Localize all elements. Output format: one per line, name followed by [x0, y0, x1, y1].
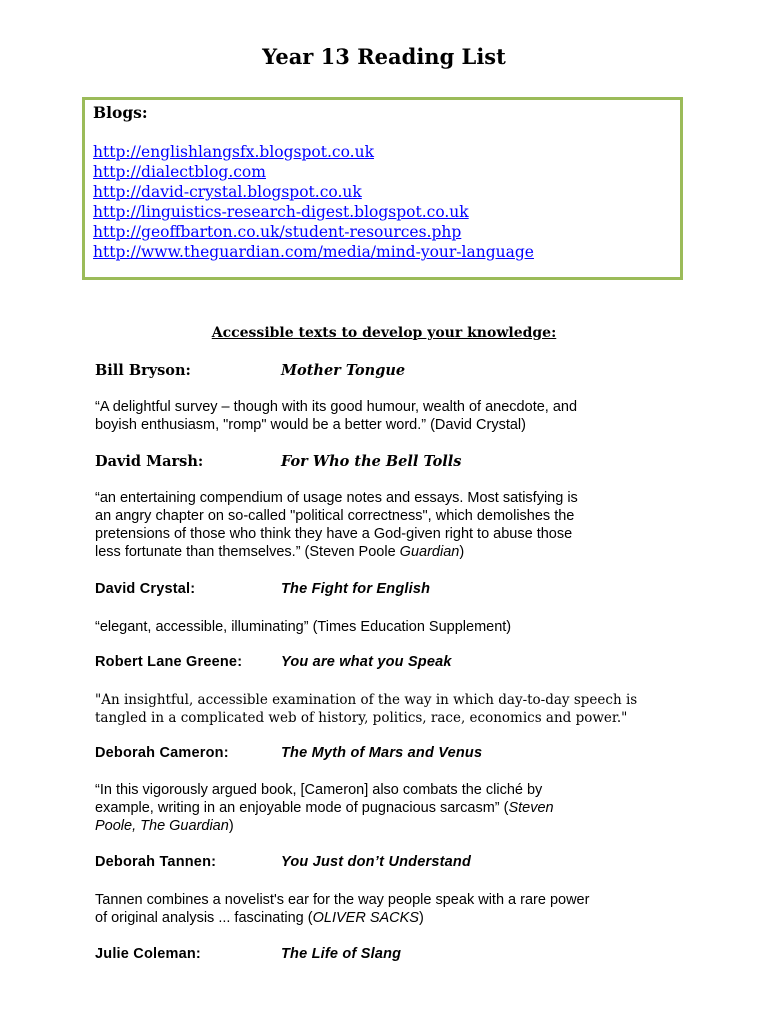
blog-links-list [93, 142, 534, 262]
blog-link-geoffbarton[interactable]: http://geoffbarton.co.uk/student-resources.php [93, 223, 462, 241]
quote-text: ) [228, 818, 234, 834]
entry-book-title: The Fight for English [281, 581, 431, 597]
quote-source-italic: Guardian [399, 544, 460, 560]
list-item [93, 162, 534, 182]
list-item [93, 222, 534, 242]
quote-line: "An insightful, accessible examination of the way in which day-to-day speech is [95, 692, 638, 708]
entry-author: Deborah Cameron: [95, 745, 229, 761]
entry-quote [95, 891, 680, 927]
blog-link-guardian-mind-your-language[interactable]: http://www.theguardian.com/media/mind-your-language [93, 243, 534, 261]
quote-text: ) [418, 910, 424, 926]
entry-quote [95, 398, 680, 434]
entry-author: David Marsh: [95, 453, 204, 470]
quote-line: tangled in a complicated web of history, politics, race, economics and power." [95, 710, 628, 726]
blog-link-david-crystal[interactable]: http://david-crystal.blogspot.co.uk [93, 183, 362, 201]
quote-line [95, 909, 680, 927]
entry-book-title: The Myth of Mars and Venus [281, 745, 483, 761]
entry-book-title: You are what you Speak [281, 654, 452, 670]
quote-line [95, 543, 680, 561]
quote-line: “an entertaining compendium of usage notes and essays. Most satisfying is [95, 490, 578, 506]
entry-author: Robert Lane Greene: [95, 654, 243, 670]
quote-source-italic: Poole, The Guardian [95, 818, 229, 834]
blogs-heading: Blogs: [93, 103, 148, 122]
entry-quote [95, 489, 680, 561]
list-item [93, 142, 534, 162]
quote-text: example, writing in an enjoyable mode of pugnacious sarcasm” ( [95, 800, 509, 816]
quote-line: pretensions of those who think they have a God-given right to abuse those [95, 526, 573, 542]
entry-author: Julie Coleman: [95, 946, 201, 962]
entry-quote [95, 691, 655, 727]
blog-link-englishlangsfx[interactable]: http://englishlangsfx.blogspot.co.uk [93, 143, 374, 161]
entry-quote [95, 781, 680, 835]
entry-book-title: Mother Tongue [281, 362, 406, 379]
entry-author: Deborah Tannen: [95, 854, 217, 870]
quote-text: of original analysis ... fascinating ( [95, 910, 313, 926]
quote-source-italic: OLIVER SACKS [312, 910, 419, 926]
entry-book-title: The Life of Slang [281, 946, 402, 962]
quote-line [95, 817, 680, 835]
section-heading: Accessible texts to develop your knowledge: [211, 325, 557, 341]
quote-line [95, 799, 680, 817]
entry-book-title: For Who the Bell Tolls [281, 453, 462, 470]
list-item [93, 202, 534, 222]
quote-text: ) [459, 544, 465, 560]
quote-text: less fortunate than themselves.” (Steven Poole [95, 544, 400, 560]
entry-quote [95, 618, 680, 636]
quote-line: Tannen combines a novelist's ear for the way people speak with a rare power [95, 892, 590, 908]
entry-book-title: You Just don’t Understand [281, 854, 472, 870]
entry-author: Bill Bryson: [95, 362, 191, 379]
blog-link-dialectblog[interactable]: http://dialectblog.com [93, 163, 266, 181]
list-item [93, 242, 534, 262]
blog-link-linguistics-research-digest[interactable]: http://linguistics-research-digest.blogspot.co.uk [93, 203, 469, 221]
quote-line: “A delightful survey – though with its good humour, wealth of anecdote, and [95, 399, 578, 415]
quote-source-italic: Steven [508, 800, 554, 816]
quote-line: “In this vigorously argued book, [Cameron] also combats the cliché by [95, 782, 543, 798]
page-title: Year 13 Reading List [262, 44, 506, 69]
quote-line: an angry chapter on so-called "political correctness", which demolishes the [95, 508, 575, 524]
list-item [93, 182, 534, 202]
quote-line: “elegant, accessible, illuminating” (Times Education Supplement) [95, 619, 512, 635]
quote-line: boyish enthusiasm, "romp" would be a better word.” (David Crystal) [95, 417, 526, 433]
entry-author: David Crystal: [95, 581, 196, 597]
